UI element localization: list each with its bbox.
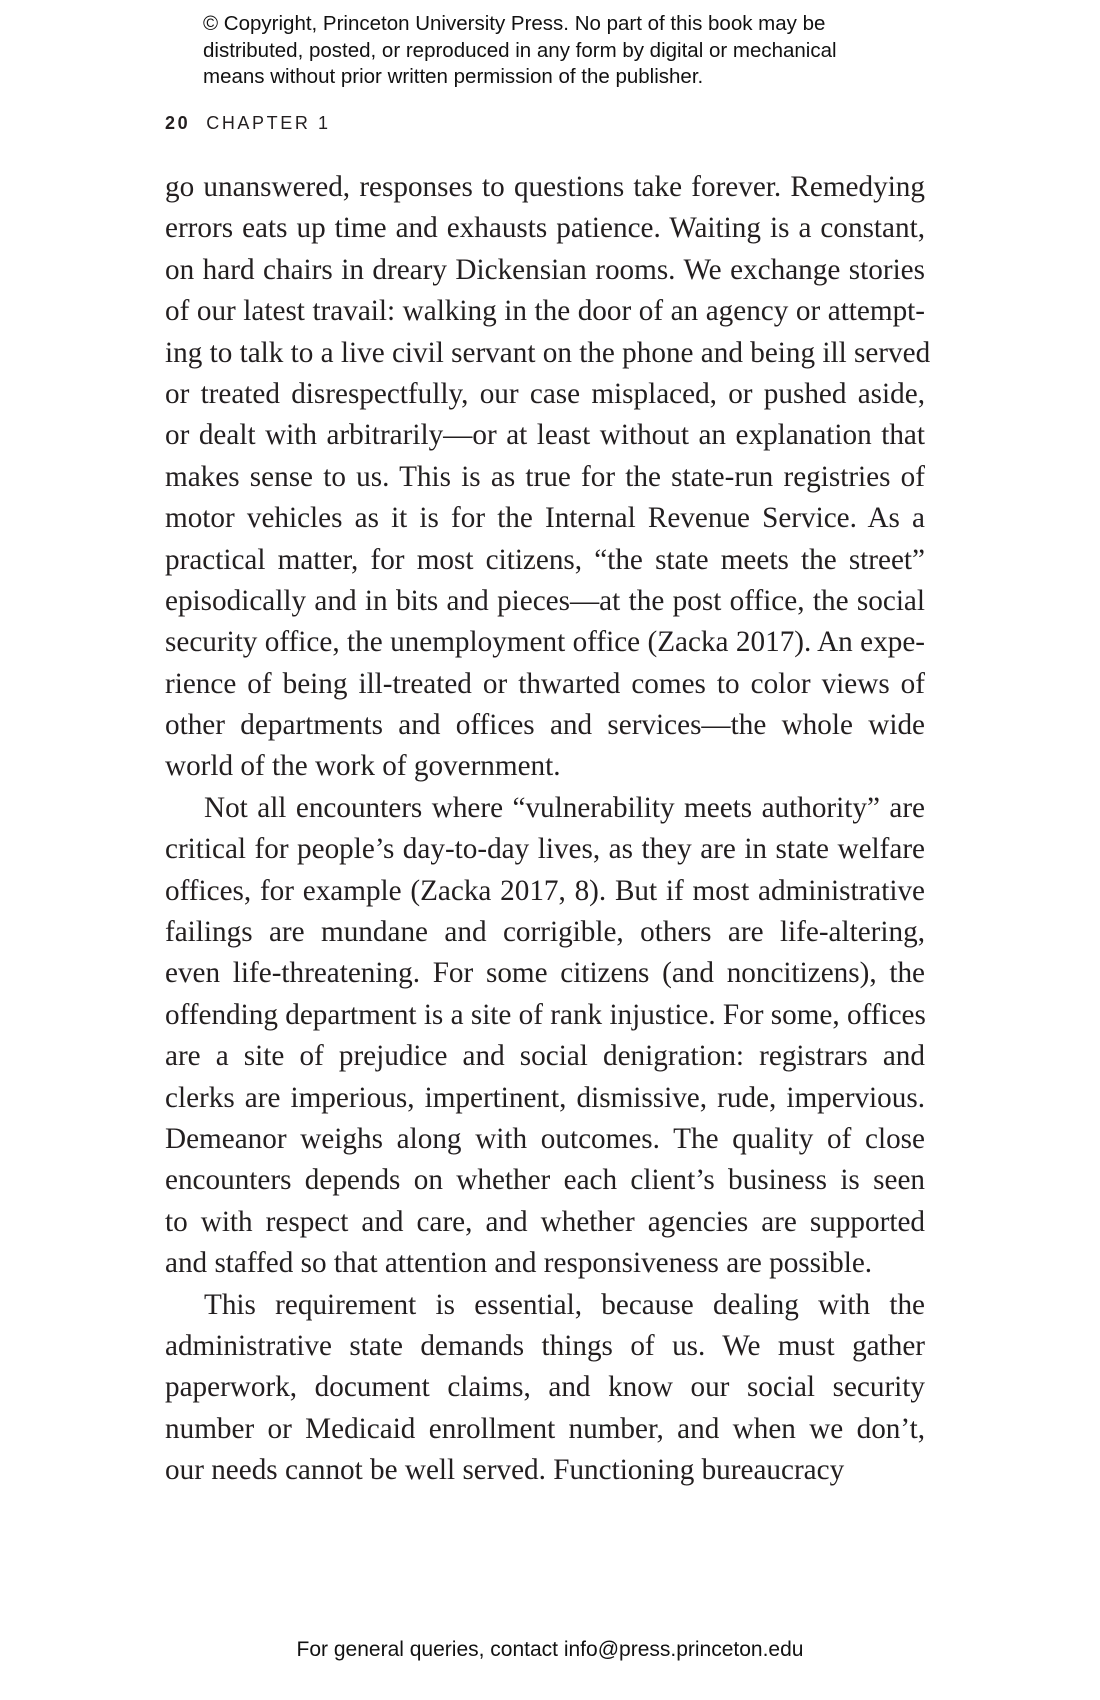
page-number: 20 [165, 113, 191, 133]
copyright-line: distributed, posted, or reproduced in any form by digital or mechanical [203, 38, 837, 62]
text-line: our needs cannot be well served. Functioning bureaucracy [165, 1454, 845, 1487]
copyright-line: means without prior written permission of the publisher. [203, 65, 704, 88]
text-line: failings are mundane and corrigible, others are life-altering, [165, 916, 925, 949]
text-line: offending department is a site of rank injustice. For some, offices [165, 998, 926, 1031]
text-line: administrative state demands things of us. We must gather [165, 1329, 925, 1362]
paragraph [165, 1285, 925, 1492]
paragraph [165, 788, 925, 1285]
text-line: motor vehicles as it is for the Internal Revenue Service. As a [165, 502, 925, 535]
text-line: to with respect and care, and whether agencies are supported [165, 1205, 925, 1238]
text-line: even life-threatening. For some citizens (and noncitizens), the [165, 957, 925, 990]
copyright-notice [203, 11, 923, 91]
copyright-line: © Copyright, Princeton University Press. No part of this book may be [203, 12, 826, 35]
text-line: episodically and in bits and pieces—at the post office, the social [165, 584, 925, 617]
text-line: or dealt with arbitrarily—or at least without an explanation that [165, 419, 925, 452]
text-line: on hard chairs in dreary Dickensian rooms. We exchange stories [165, 253, 925, 286]
running-head [165, 113, 331, 134]
text-line: offices, for example (Zacka 2017, 8). But if most administrative [165, 874, 925, 907]
text-line: Not all encounters where “vulnerability meets authority” are [204, 791, 925, 824]
text-line: are a site of prejudice and social denigration: registrars and [165, 1040, 925, 1073]
text-line: critical for people’s day-to-day lives, as they are in state welfare [165, 833, 925, 866]
text-line: number or Medicaid enrollment number, and when we don’t, [165, 1412, 925, 1445]
chapter-label: CHAPTER 1 [206, 113, 331, 133]
text-line: Demeanor weighs along with outcomes. The quality of close [165, 1122, 925, 1155]
text-line: errors eats up time and exhausts patience. Waiting is a constant, [165, 212, 925, 245]
text-line: makes sense to us. This is as true for the state-run registries of [165, 460, 925, 493]
text-line: security office, the unemployment office (Zacka 2017). An expe- [165, 626, 925, 659]
text-line: ing to talk to a live civil servant on the phone and being ill served [165, 336, 931, 369]
text-line: rience of being ill-treated or thwarted comes to color views of [165, 667, 925, 700]
text-line: practical matter, for most citizens, “the state meets the street” [165, 543, 925, 576]
text-line: paperwork, document claims, and know our social security [165, 1371, 925, 1404]
text-line: This requirement is essential, because dealing with the [204, 1288, 925, 1321]
footer-contact: For general queries, contact info@press.princeton.edu [296, 1638, 804, 1661]
text-line: encounters depends on whether each client’s business is seen [165, 1164, 925, 1197]
text-line: other departments and offices and services—the whole wide [165, 709, 925, 742]
body-text [165, 167, 931, 1492]
text-line: world of the work of government. [165, 750, 561, 783]
text-line: clerks are imperious, impertinent, dismissive, rude, impervious. [165, 1081, 925, 1114]
text-line: of our latest travail: walking in the door of an agency or attempt- [165, 295, 925, 328]
text-line: and staffed so that attention and responsiveness are possible. [165, 1247, 873, 1280]
paragraph [165, 167, 931, 788]
text-line: go unanswered, responses to questions take forever. Remedying [165, 171, 925, 203]
text-line: or treated disrespectfully, our case misplaced, or pushed aside, [165, 377, 925, 410]
